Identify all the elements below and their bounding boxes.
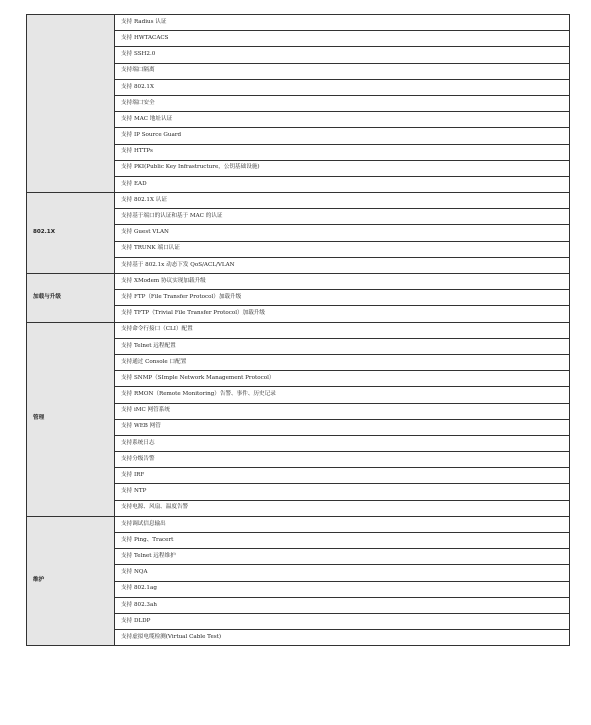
feature-cell: 支持 HWTACACS xyxy=(115,31,570,47)
feature-cell: 支持命令行接口（CLI）配置 xyxy=(115,322,570,338)
feature-cell: 支持分级告警 xyxy=(115,452,570,468)
feature-cell: 支持端口安全 xyxy=(115,95,570,111)
feature-cell: 支持 IP Source Guard xyxy=(115,128,570,144)
feature-cell: 支持 WEB 网管 xyxy=(115,419,570,435)
feature-cell: 支持 802.1X 认证 xyxy=(115,193,570,209)
category-cell: 加载与升级 xyxy=(27,274,115,323)
feature-cell: 支持 SSH2.0 xyxy=(115,47,570,63)
table-row xyxy=(27,274,570,290)
feature-cell: 支持 SNMP（SImple Network Management Protocol） xyxy=(115,371,570,387)
feature-cell: 支持电源、风扇、温度告警 xyxy=(115,500,570,516)
feature-cell: 支持 NTP xyxy=(115,484,570,500)
table-row xyxy=(27,193,570,209)
feature-cell: 支持 TRUNK 端口认证 xyxy=(115,241,570,257)
feature-cell: 支持 XModem 协议实现加载升级 xyxy=(115,274,570,290)
feature-cell: 支持 IRF xyxy=(115,468,570,484)
feature-cell: 支持 HTTPs xyxy=(115,144,570,160)
feature-cell: 支持虚拟电缆检测(Virtual Cable Test) xyxy=(115,630,570,646)
table-row xyxy=(27,322,570,338)
feature-cell: 支持 DLDP xyxy=(115,613,570,629)
feature-cell: 支持 RMON（Remote Monitoring）告警、事件、历史记录 xyxy=(115,387,570,403)
feature-cell: 支持系统日志 xyxy=(115,435,570,451)
feature-cell: 支持 802.1ag xyxy=(115,581,570,597)
table-row xyxy=(27,15,570,31)
feature-cell: 支持端口隔离 xyxy=(115,63,570,79)
feature-cell: 支持 iMC 网管系统 xyxy=(115,403,570,419)
feature-cell: 支持调试信息输出 xyxy=(115,516,570,532)
table-row xyxy=(27,516,570,532)
category-cell: 管理 xyxy=(27,322,115,516)
feature-cell: 支持 FTP（File Transfer Protocol）加载升级 xyxy=(115,290,570,306)
feature-cell: 支持通过 Console 口配置 xyxy=(115,354,570,370)
feature-cell: 支持 MAC 地址认证 xyxy=(115,112,570,128)
category-cell: 维护 xyxy=(27,516,115,646)
feature-cell: 支持 802.3ah xyxy=(115,597,570,613)
feature-cell: 支持基于 802.1x 动态下发 QoS/ACL/VLAN xyxy=(115,257,570,273)
feature-cell: 支持 Radius 认证 xyxy=(115,15,570,31)
feature-spec-table xyxy=(26,14,570,646)
feature-cell: 支持 NQA xyxy=(115,565,570,581)
feature-cell: 支持 PKI(Public Key Infrastructure，公钥基础设施) xyxy=(115,160,570,176)
feature-spec-body xyxy=(27,15,570,646)
feature-cell: 支持 802.1X xyxy=(115,79,570,95)
feature-cell: 支持 EAD xyxy=(115,176,570,192)
feature-cell: 支持 Ping、Tracert xyxy=(115,533,570,549)
category-cell xyxy=(27,15,115,193)
feature-cell: 支持 Telnet 远程维护 xyxy=(115,549,570,565)
feature-cell: 支持 TFTP（Trivial File Transfer Protocol）加载升级 xyxy=(115,306,570,322)
feature-cell: 支持 Guest VLAN xyxy=(115,225,570,241)
feature-cell: 支持 Telnet 远程配置 xyxy=(115,338,570,354)
category-cell: 802.1X xyxy=(27,193,115,274)
feature-cell: 支持基于端口的认证和基于 MAC 的认证 xyxy=(115,209,570,225)
